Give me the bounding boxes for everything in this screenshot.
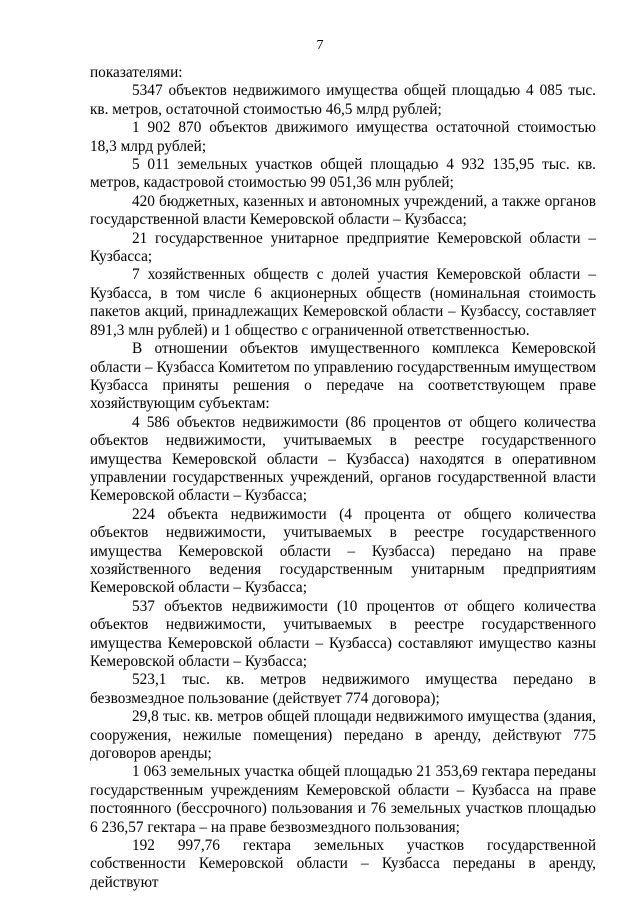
paragraph: 29,8 тыс. кв. метров общей площади недвижимого имущества (здания, сооружения, нежилые помещения) передано в аренду, действуют 775 договоров аренды; (90, 708, 596, 763)
paragraph: 4 586 объектов недвижимости (86 процентов от общего количества объектов недвижимости, учитываемых в реестре государственного имущества Кемеровской области – Кузбасса) находятся в оперативном управлении государственных учреждений, органов государственной власти Кемеровской области – Кузбасса; (90, 413, 596, 505)
paragraph: 1 902 870 объектов движимого имущества остаточной стоимостью 18,3 млрд рублей; (90, 119, 596, 155)
paragraph: 523,1 тыс. кв. метров недвижимого имущества передано в безвозмездное пользование (действует 774 договора); (90, 671, 596, 707)
paragraph: 192 997,76 гектара земельных участков государственной собственности Кемеровской области – Кузбасса переданы в аренду, действуют (90, 837, 596, 891)
document-body (90, 64, 596, 892)
paragraph: 224 объекта недвижимости (4 процента от общего количества объектов недвижимости, учитываемых в реестре государственного имущества Кемеровской области – Кузбасса) передано на праве хозяйственного ведения государственным унитарным предприятиям Кемеровской области – Кузбасса; (90, 505, 596, 597)
paragraph: 1 063 земельных участка общей площадью 21 353,69 гектара переданы государственным учреждениям Кемеровской области – Кузбасса на праве постоянного (бессрочного) пользования и 76 земельных участков площадью 6 236,57 гектара – на праве безвозмездного пользования; (90, 763, 596, 836)
paragraph: 5 011 земельных участков общей площадью 4 932 135,95 тыс. кв. метров, кадастровой стоимостью 99 051,36 млн рублей; (90, 156, 596, 192)
paragraph: 537 объектов недвижимости (10 процентов от общего количества объектов недвижимости, учитываемых в реестре государственного имущества Кемеровской области – Кузбасса) составляют имущество казны Кемеровской области – Кузбасса; (90, 597, 596, 670)
page-number: 7 (316, 38, 324, 53)
paragraph: 21 государственное унитарное предприятие Кемеровской области – Кузбасса; (90, 229, 596, 266)
paragraph: В отношении объектов имущественного комплекса Кемеровской области – Кузбасса Комитетом по управлению государственным имуществом Кузбасса приняты решения о передаче на соответствующем праве хозяйствующим субъектам: (90, 340, 596, 413)
paragraph: показателями: (90, 64, 183, 81)
paragraph: 5347 объектов недвижимого имущества общей площадью 4 085 тыс. кв. метров, остаточной стоимостью 46,5 млрд рублей; (90, 82, 596, 118)
paragraph: 7 хозяйственных обществ с долей участия Кемеровской области – Кузбасса, в том числе 6 акционерных обществ (номинальная стоимость пакетов акций, принадлежащих Кемеровской области – Кузбассу, составляет 891,3 млн рублей) и 1 общество с ограниченной ответственностью. (90, 266, 596, 339)
paragraph: 420 бюджетных, казенных и автономных учреждений, а также органов государственной власти Кемеровской области – Кузбасса; (90, 192, 596, 229)
